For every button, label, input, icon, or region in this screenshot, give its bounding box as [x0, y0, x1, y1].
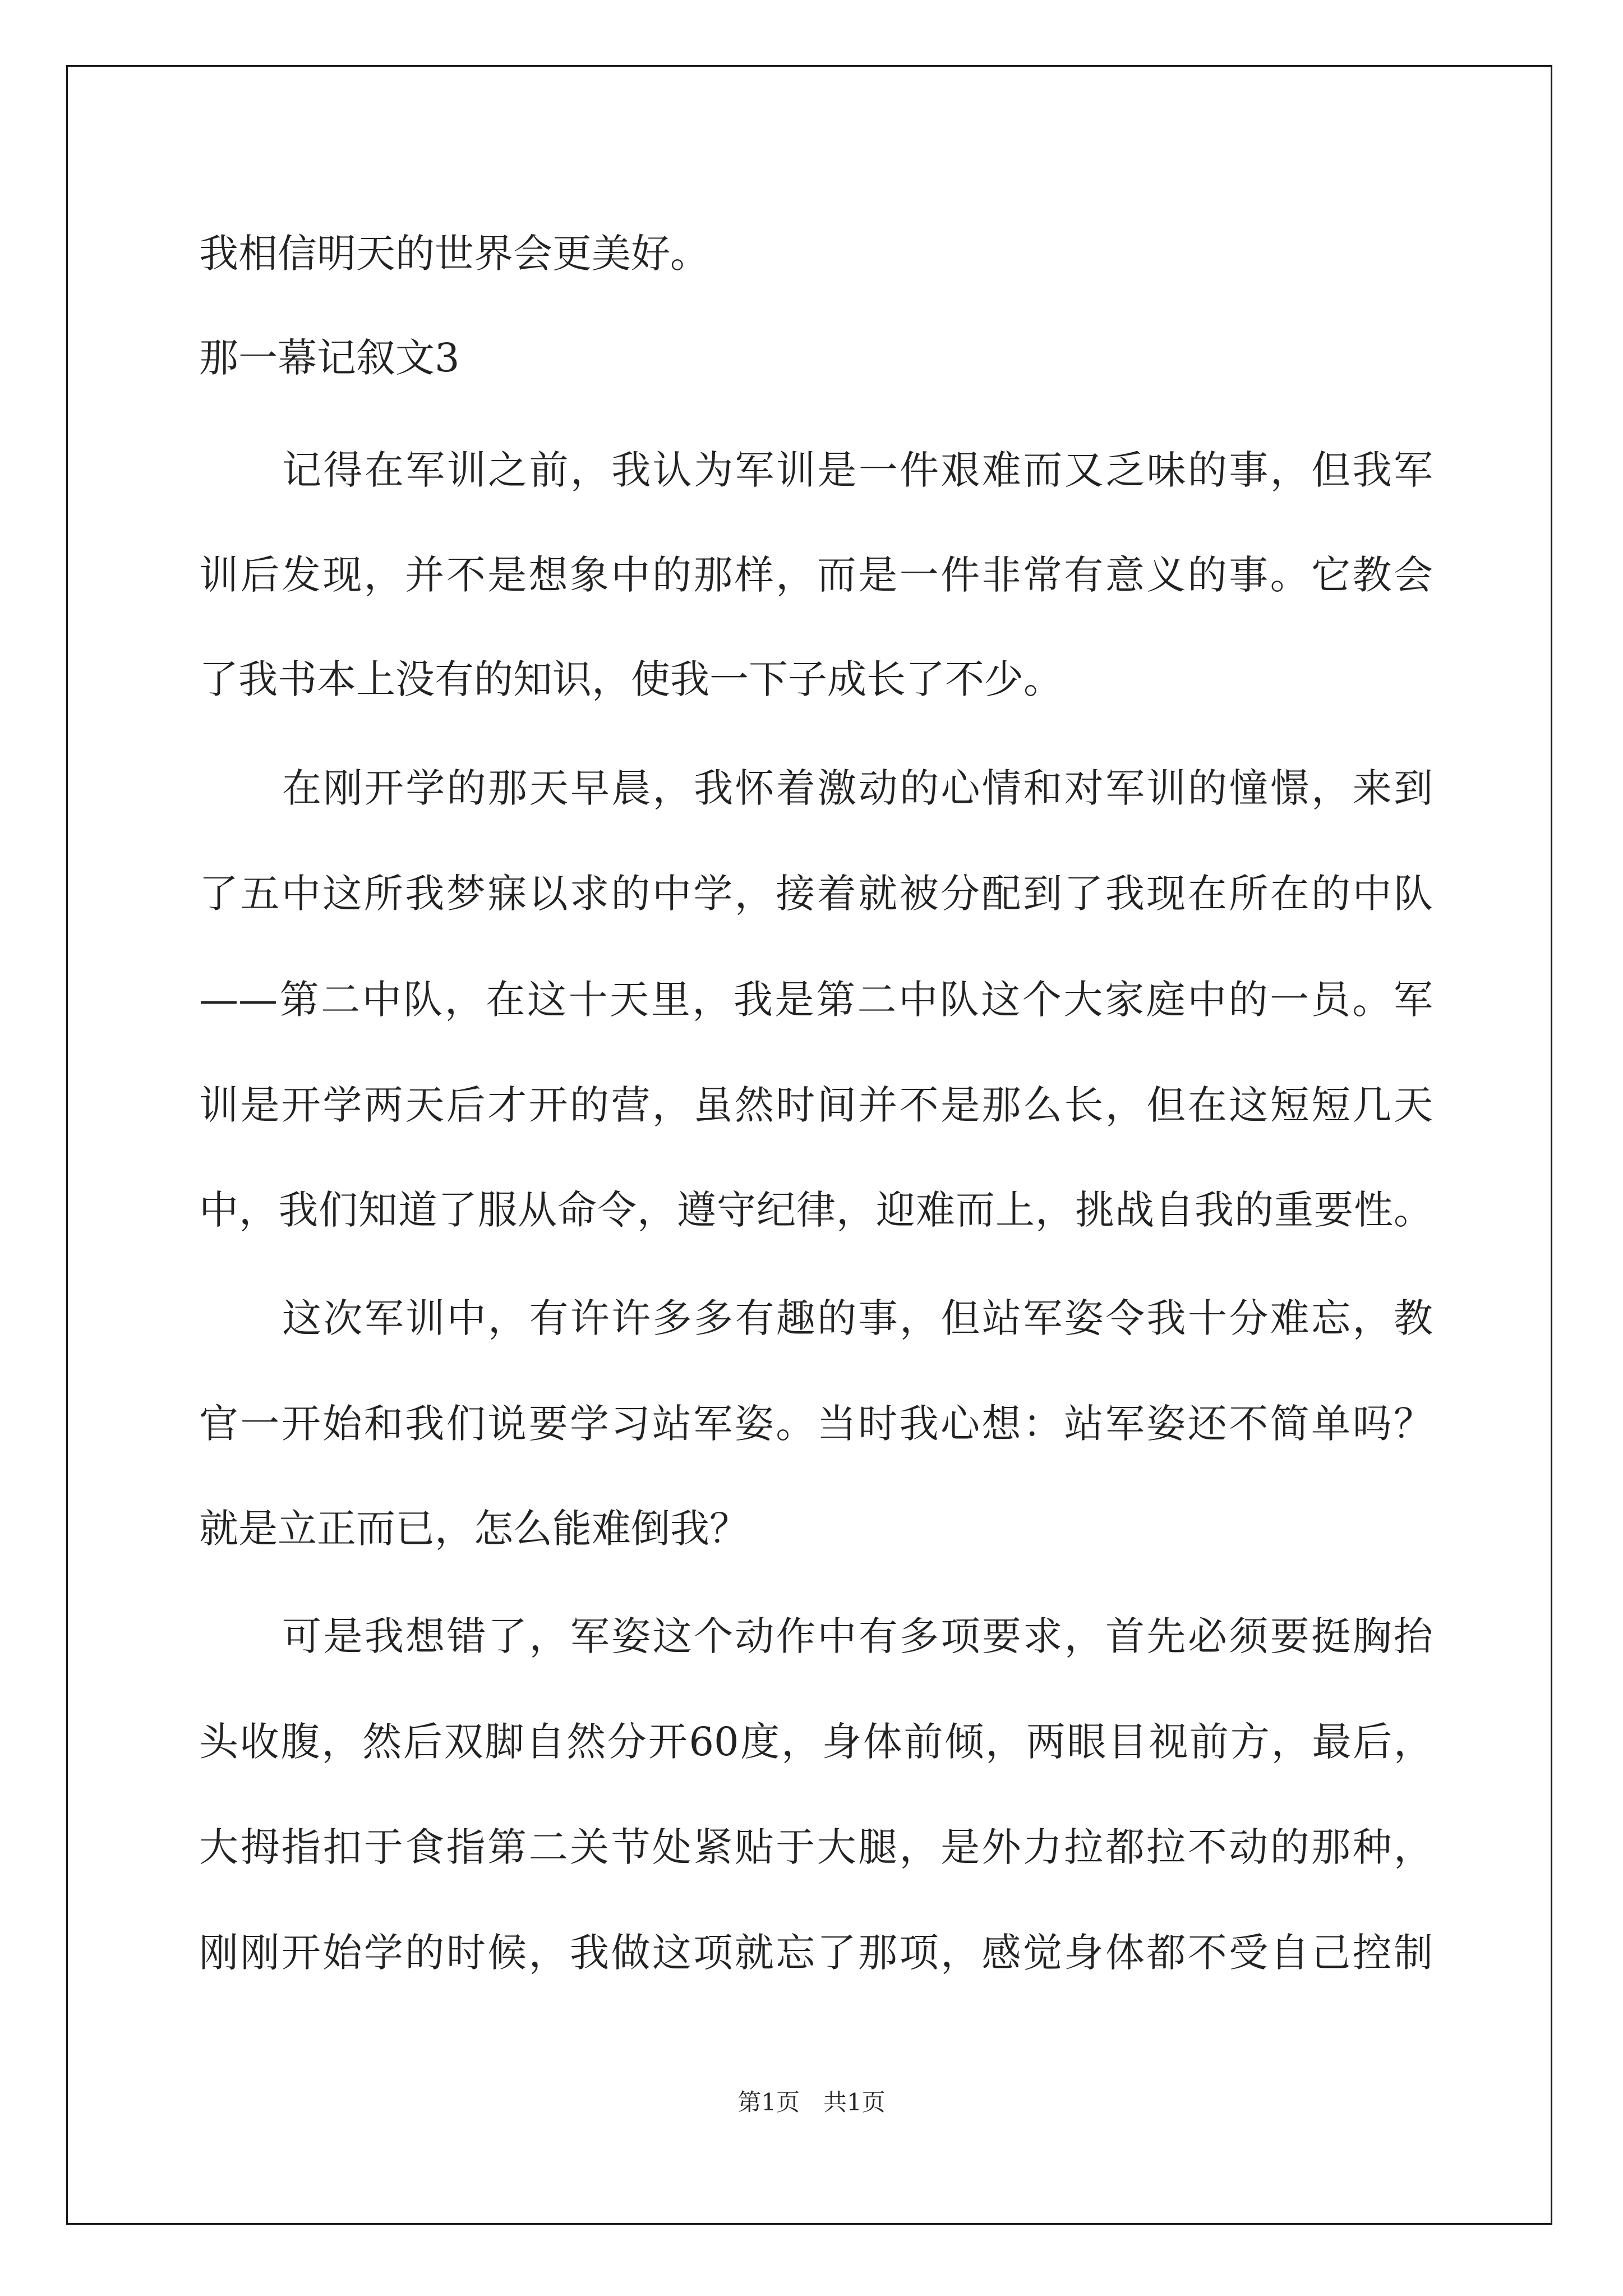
page-footer: 第1页 共1页 [737, 2088, 886, 2116]
text-line: 可是我想错了，军姿这个动作中有多项要求，首先必须要挺胸抬 [282, 1613, 1433, 1659]
text-line: 大拇指扣于食指第二关节处紧贴于大腿，是外力拉都拉不动的那种， [199, 1824, 1433, 1870]
text-line: 我相信明天的世界会更美好。 [199, 231, 709, 277]
text-line: 在刚开学的那天早晨，我怀着激动的心情和对军训的憧憬，来到 [282, 765, 1433, 811]
text-line: 训是开学两天后才开的营，虽然时间并不是那么长，但在这短短几天 [199, 1082, 1433, 1128]
text-line: ——第二中队，在这十天里，我是第二中队这个大家庭中的一员。军 [199, 977, 1433, 1023]
text-line: 就是立正而已，怎么能难倒我？ [199, 1506, 749, 1552]
text-line: 训后发现，并不是想象中的那样，而是一件非常有意义的事。它教会 [199, 552, 1433, 598]
text-line: 了五中这所我梦寐以求的中学，接着就被分配到了我现在所在的中队 [199, 871, 1433, 917]
text-line: 中，我们知道了服从命令，遵守纪律，迎难而上，挑战自我的重要性。 [199, 1187, 1433, 1233]
text-line: 刚刚开始学的时候，我做这项就忘了那项，感觉身体都不受自己控制 [199, 1930, 1433, 1976]
text-line: 了我书本上没有的知识，使我一下子成长了不少。 [199, 656, 1063, 702]
text-line: 记得在军训之前，我认为军训是一件艰难而又乏味的事，但我军 [282, 447, 1433, 493]
text-line: 官一开始和我们说要学习站军姿。当时我心想：站军姿还不简单吗？ [199, 1401, 1433, 1447]
text-line: 这次军训中，有许许多多有趣的事，但站军姿令我十分难忘，教 [282, 1295, 1433, 1341]
section-title: 那一幕记叙文3 [199, 335, 460, 381]
text-line: 头收腹，然后双脚自然分开60度，身体前倾，两眼目视前方，最后， [199, 1719, 1433, 1765]
